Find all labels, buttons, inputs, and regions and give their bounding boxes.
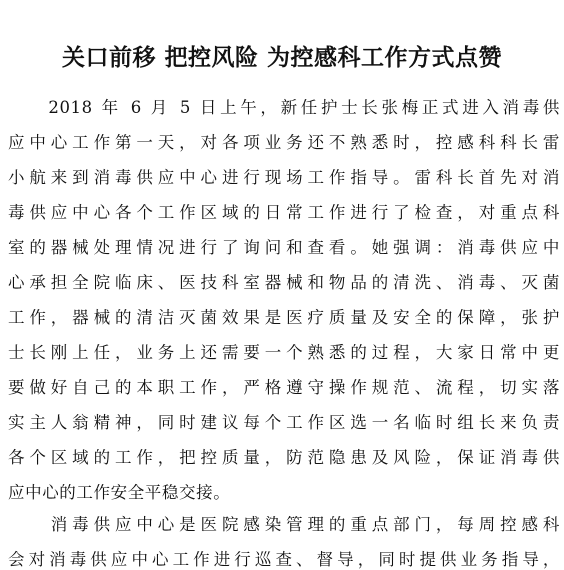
paragraph-line: 小航来到消毒供应中心进行现场工作指导。雷科长首先对消	[8, 168, 560, 187]
paragraph-line: 室的器械处理情况进行了询问和查看。她强调：消毒供应中	[8, 238, 560, 257]
paragraph-line: 各个区域的工作，把控质量，防范隐患及风险，保证消毒供	[8, 448, 560, 467]
paragraph-line: 士长刚上任，业务上还需要一个熟悉的过程，大家日常中更	[8, 343, 560, 362]
paragraph-line: 应中心工作第一天，对各项业务还不熟悉时，控感科科长雷	[8, 133, 560, 152]
paragraph-2	[8, 507, 560, 570]
paragraph-line: 2018 年 6 月 5 日上午，新任护士长张梅正式进入消毒供	[8, 98, 560, 117]
paragraph-line: 应中心的工作安全平稳交接。	[8, 483, 231, 502]
paragraph-line: 心承担全院临床、医技科室器械和物品的清洗、消毒、灭菌	[8, 273, 560, 292]
paragraph-line: 实主人翁精神，同时建议每个工作区选一名临时组长来负责	[8, 413, 560, 432]
paragraph-1	[8, 90, 560, 510]
article-title: 关口前移 把控风险 为控感科工作方式点赞	[61, 45, 502, 72]
paragraph-line: 会对消毒供应中心工作进行巡查、督导，同时提供业务指导，	[8, 550, 560, 569]
paragraph-line: 消毒供应中心是医院感染管理的重点部门，每周控感科	[8, 515, 560, 534]
paragraph-line: 工作，器械的清洁灭菌效果是医疗质量及安全的保障，张护	[8, 308, 560, 327]
paragraph-line: 毒供应中心各个工作区域的日常工作进行了检查，对重点科	[8, 203, 560, 222]
paragraph-line: 要做好自己的本职工作，严格遵守操作规范、流程，切实落	[8, 378, 560, 397]
